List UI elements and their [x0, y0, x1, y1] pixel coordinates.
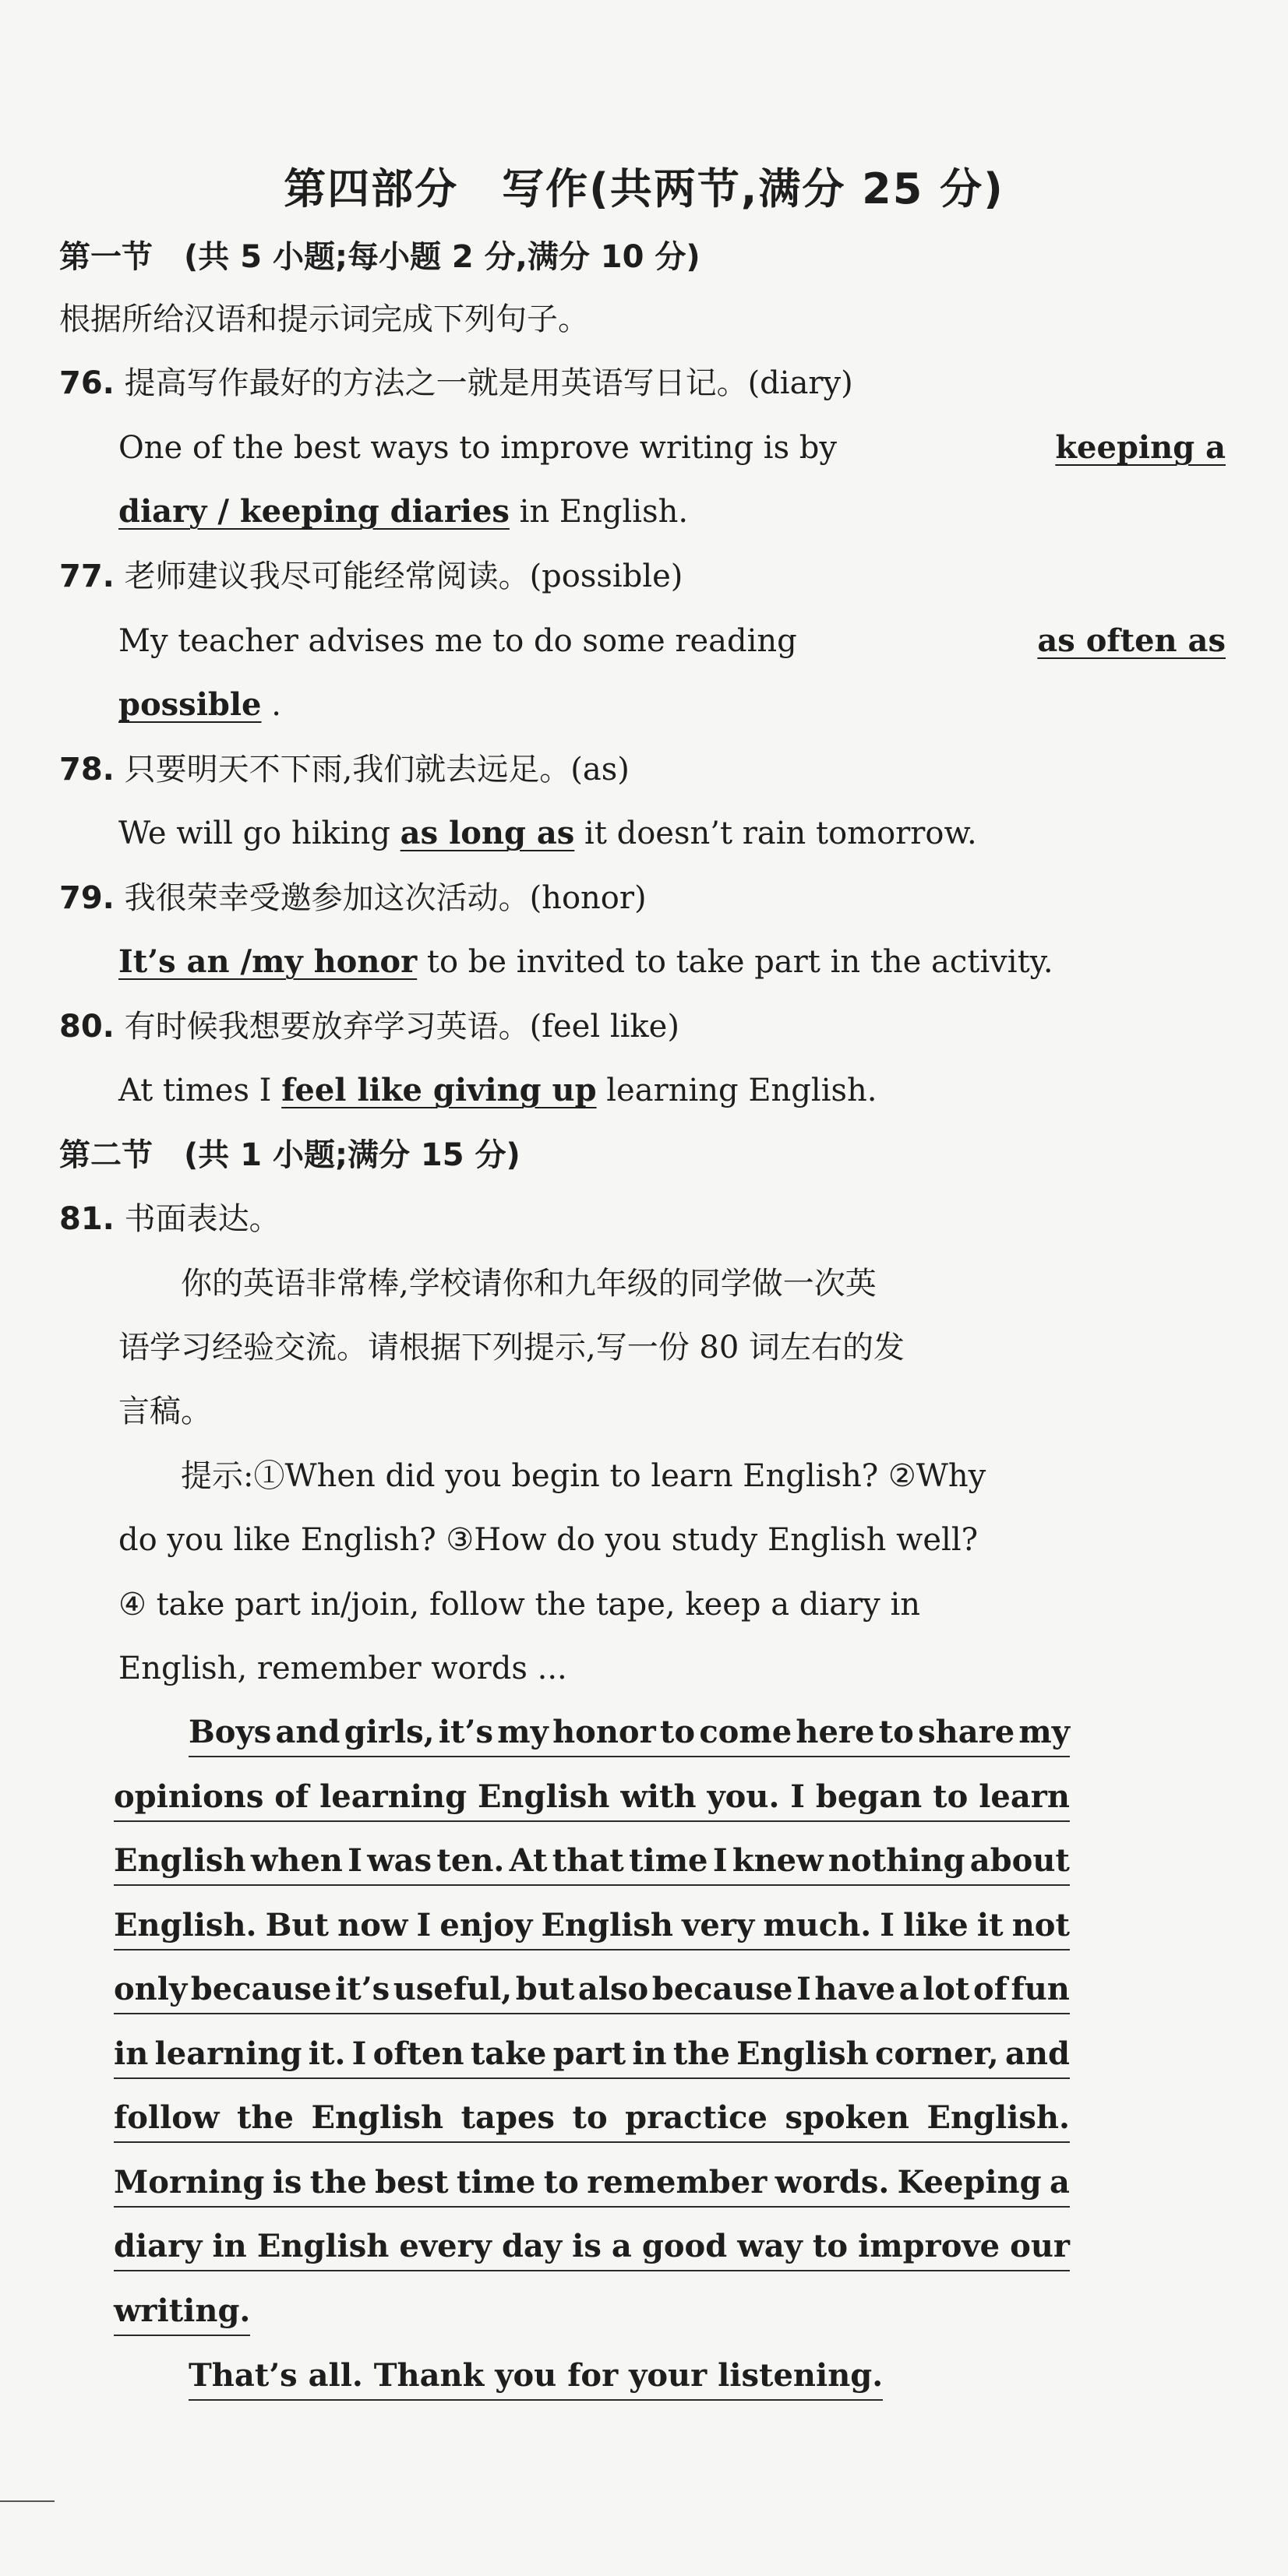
essay-word: in	[212, 2228, 247, 2264]
q76-answer-a: keeping a	[1055, 429, 1226, 466]
q76-answer-b: diary / keeping diaries	[118, 493, 510, 530]
essay-word: take	[470, 2035, 547, 2072]
q76-answer-line-1	[118, 425, 1226, 471]
essay-word: to	[572, 2099, 608, 2136]
essay-word: come	[699, 1714, 792, 1750]
essay-word: tapes	[461, 2099, 555, 2136]
q78-text-a: We will go hiking	[118, 816, 390, 851]
essay-line	[114, 2288, 250, 2336]
q76-number: 76.	[59, 365, 115, 401]
essay-word: and	[275, 1714, 341, 1750]
essay-word: to	[933, 1778, 969, 1815]
q77-answer-a: as often as	[1037, 622, 1226, 659]
essay-line-text	[114, 2223, 1070, 2270]
essay-word: because	[651, 1971, 793, 2007]
essay-word: Morning	[114, 2164, 265, 2201]
essay-word: like	[903, 1907, 969, 1943]
q79-answer: It’s an /my honor	[118, 943, 418, 980]
essay-line-text: writing.	[114, 2292, 251, 2329]
q79-number: 79.	[59, 880, 115, 916]
q78-answer-line	[118, 810, 1226, 857]
essay-word: follow	[114, 2099, 220, 2136]
essay-line	[114, 2223, 1070, 2271]
essay-word: time	[456, 2164, 536, 2201]
q81-prompt	[59, 1196, 1226, 1242]
q77-text-a: My teacher advises me to do some reading	[118, 623, 797, 659]
essay-line	[114, 1966, 1070, 2014]
essay-word: but	[515, 1971, 575, 2007]
essay-word: every	[399, 2228, 492, 2264]
q76-text-a: One of the best ways to improve writing is by	[118, 430, 838, 466]
essay-word: learning	[319, 1778, 468, 1815]
essay-word: that	[552, 1842, 624, 1879]
essay-word: the	[236, 2099, 294, 2136]
essay-word: have	[814, 1971, 896, 2007]
essay-word: Keeping	[897, 2164, 1042, 2201]
essay-word: our	[1010, 2228, 1070, 2264]
essay-word: ten.	[436, 1842, 505, 1879]
q81-prompt-line: 你的英语非常棒,学校请你和九年级的同学做一次英	[181, 1266, 877, 1302]
essay-word: a	[1049, 2164, 1070, 2201]
essay-word: of	[274, 1778, 309, 1815]
essay-word: words.	[775, 2164, 890, 2201]
q81-number: 81.	[59, 1201, 115, 1237]
essay-line	[114, 2095, 1070, 2143]
essay-line-text	[114, 2031, 1070, 2077]
essay-word: I	[796, 1971, 811, 2007]
q81-label: 书面表达。	[124, 1201, 281, 1237]
essay-word: practice	[625, 2099, 768, 2136]
essay-word: English.	[114, 1907, 257, 1943]
essay-word: remember	[587, 2164, 768, 2201]
essay-word: English	[311, 2099, 444, 2136]
essay-word: improve	[858, 2228, 1000, 2264]
q80-answer: feel like giving up	[281, 1072, 597, 1108]
essay-word: part	[552, 2035, 626, 2072]
essay-word: nothing	[827, 1842, 965, 1879]
essay-word: is	[572, 2228, 602, 2264]
essay-line-text	[189, 1709, 1070, 1756]
q80-text-b: learning English.	[606, 1073, 877, 1108]
essay-word: But	[265, 1907, 329, 1943]
essay-word: it	[976, 1907, 1004, 1943]
essay-word: learn	[979, 1778, 1070, 1815]
essay-closing	[189, 2352, 883, 2401]
essay-word: is	[272, 2164, 302, 2201]
essay-word: my	[1018, 1714, 1070, 1750]
essay-word: knew	[732, 1842, 824, 1879]
q79-text-b: to be invited to take part in the activity.	[426, 944, 1053, 980]
essay-word: often	[372, 2035, 464, 2072]
essay-line-text	[114, 1902, 1070, 1949]
essay-word: best	[375, 2164, 449, 2201]
q77-answer-line-1	[118, 618, 1226, 664]
q78-text-b: it doesn’t rain tomorrow.	[584, 816, 977, 851]
q81-hint-line: ④ take part in/join, follow the tape, keep a diary in	[118, 1587, 921, 1623]
q76-answer-line-2	[118, 488, 1226, 535]
essay-word: very	[682, 1907, 755, 1943]
q81-prompt-line: 语学习经验交流。请根据下列提示,写一份 80 词左右的发	[118, 1330, 905, 1366]
essay-word: about	[969, 1842, 1070, 1879]
essay-word: was	[367, 1842, 432, 1879]
section2-heading: 第二节 (共 1 小题;满分 15 分)	[59, 1137, 520, 1173]
essay-word: enjoy	[439, 1907, 533, 1943]
essay-line-text	[114, 2159, 1070, 2206]
essay-line	[114, 1902, 1070, 1951]
q80-chinese: 有时候我想要放弃学习英语。(feel like)	[124, 1009, 679, 1045]
essay-word: much.	[763, 1907, 872, 1943]
essay-word: I	[351, 2035, 367, 2072]
essay-word: share	[918, 1714, 1015, 1750]
essay-word: way	[737, 2228, 803, 2264]
essay-word: I	[712, 1842, 728, 1879]
essay-word: the	[672, 2035, 730, 2072]
essay-word: English	[114, 1842, 246, 1879]
essay-word: time	[629, 1842, 708, 1879]
essay-word: English	[477, 1778, 610, 1815]
essay-word: not	[1011, 1907, 1070, 1943]
essay-word: Boys	[189, 1714, 272, 1750]
q76-prompt	[59, 360, 1226, 407]
q77-answer-b: possible	[118, 686, 262, 723]
essay-word: to	[812, 2228, 849, 2264]
essay-line-text	[114, 1966, 1070, 2013]
essay-word: corner,	[874, 2035, 999, 2072]
essay-word: honor	[552, 1714, 656, 1750]
essay-word: spoken	[785, 2099, 909, 2136]
essay-word: in	[632, 2035, 667, 2072]
essay-word: At	[509, 1842, 548, 1879]
essay-word: it’s	[438, 1714, 493, 1750]
q78-number: 78.	[59, 752, 115, 788]
essay-word: a	[898, 1971, 919, 2007]
q77-prompt	[59, 553, 1226, 600]
essay-line	[189, 1709, 1070, 1757]
q78-chinese: 只要明天不下雨,我们就去远足。(as)	[124, 752, 630, 788]
essay-word: I	[790, 1778, 805, 1815]
essay-word: here	[796, 1714, 875, 1750]
q79-chinese: 我很荣幸受邀参加这次活动。(honor)	[124, 880, 647, 916]
q76-chinese: 提高写作最好的方法之一就是用英语写日记。(diary)	[124, 365, 853, 401]
essay-word: my	[497, 1714, 549, 1750]
q81-hint-line: do you like English? ③How do you study English well?	[118, 1522, 979, 1558]
q81-prompt-line: 言稿。	[118, 1394, 212, 1429]
essay-word: I	[348, 1842, 362, 1879]
page-footer-rule	[0, 2500, 55, 2502]
essay-word: I	[416, 1907, 432, 1943]
q79-prompt	[59, 875, 1226, 922]
essay-word: only	[114, 1971, 188, 2007]
q78-answer: as long as	[400, 815, 575, 851]
q81-hint-line: 提示:①When did you begin to learn English? ②Why	[181, 1458, 986, 1494]
essay-word: a	[611, 2228, 632, 2264]
essay-word: learning	[154, 2035, 302, 2072]
essay-word: you.	[707, 1778, 780, 1815]
essay-word: lot	[923, 1971, 970, 2007]
section1-heading: 第一节 (共 5 小题;每小题 2 分,满分 10 分)	[59, 239, 700, 275]
essay-word: girls,	[344, 1714, 435, 1750]
essay-line	[114, 1838, 1070, 1886]
essay-word: the	[309, 2164, 367, 2201]
q81-hint-line: English, remember words ...	[118, 1651, 567, 1686]
essay-word: I	[880, 1907, 895, 1943]
q77-chinese: 老师建议我尽可能经常阅读。(possible)	[124, 559, 683, 594]
essay-word: good	[641, 2228, 728, 2264]
essay-word: began	[815, 1778, 923, 1815]
essay-word: because	[190, 1971, 332, 2007]
essay-word: English	[256, 2228, 390, 2264]
q77-answer-line-2	[118, 682, 1226, 728]
essay-word: English.	[926, 2099, 1070, 2136]
essay-word: day	[501, 2228, 563, 2264]
essay-word: it.	[308, 2035, 346, 2072]
essay-word: English	[736, 2035, 869, 2072]
q77-text-b: .	[271, 687, 281, 723]
essay-word: diary	[114, 2228, 203, 2264]
essay-line-text	[114, 1774, 1070, 1820]
essay-word: now	[337, 1907, 408, 1943]
q80-answer-line	[118, 1067, 1226, 1114]
essay-line	[114, 2159, 1070, 2208]
essay-closing-text: That’s all. Thank you for your listening.	[189, 2357, 884, 2394]
q80-prompt	[59, 1003, 1226, 1050]
essay-line-text	[114, 1838, 1070, 1884]
essay-line	[114, 1774, 1070, 1822]
section1-instruction: 根据所给汉语和提示词完成下列句子。	[59, 301, 589, 337]
q80-number: 80.	[59, 1009, 115, 1045]
essay-word: also	[577, 1971, 649, 2007]
essay-word: with	[620, 1778, 697, 1815]
essay-word: to	[543, 2164, 579, 2201]
essay-word: useful,	[393, 1971, 513, 2007]
essay-word: to	[659, 1714, 696, 1750]
q76-text-b: in English.	[519, 494, 689, 530]
essay-word: in	[114, 2035, 149, 2072]
essay-word: and	[1004, 2035, 1070, 2072]
essay-word: it’s	[335, 1971, 390, 2007]
essay-word: when	[250, 1842, 343, 1879]
q79-answer-line	[118, 939, 1226, 985]
essay-line	[114, 2031, 1070, 2079]
q80-text-a: At times I	[118, 1073, 272, 1108]
q77-number: 77.	[59, 559, 115, 594]
essay-word: fun	[1011, 1971, 1070, 2007]
essay-line-text	[114, 2095, 1070, 2141]
essay-word: of	[973, 1971, 1007, 2007]
part-title: 第四部分 写作(共两节,满分 25 分)	[284, 164, 1004, 213]
essay-word: to	[878, 1714, 914, 1750]
essay-word: English	[541, 1907, 674, 1943]
q78-prompt	[59, 746, 1226, 793]
essay-word: opinions	[114, 1778, 264, 1815]
